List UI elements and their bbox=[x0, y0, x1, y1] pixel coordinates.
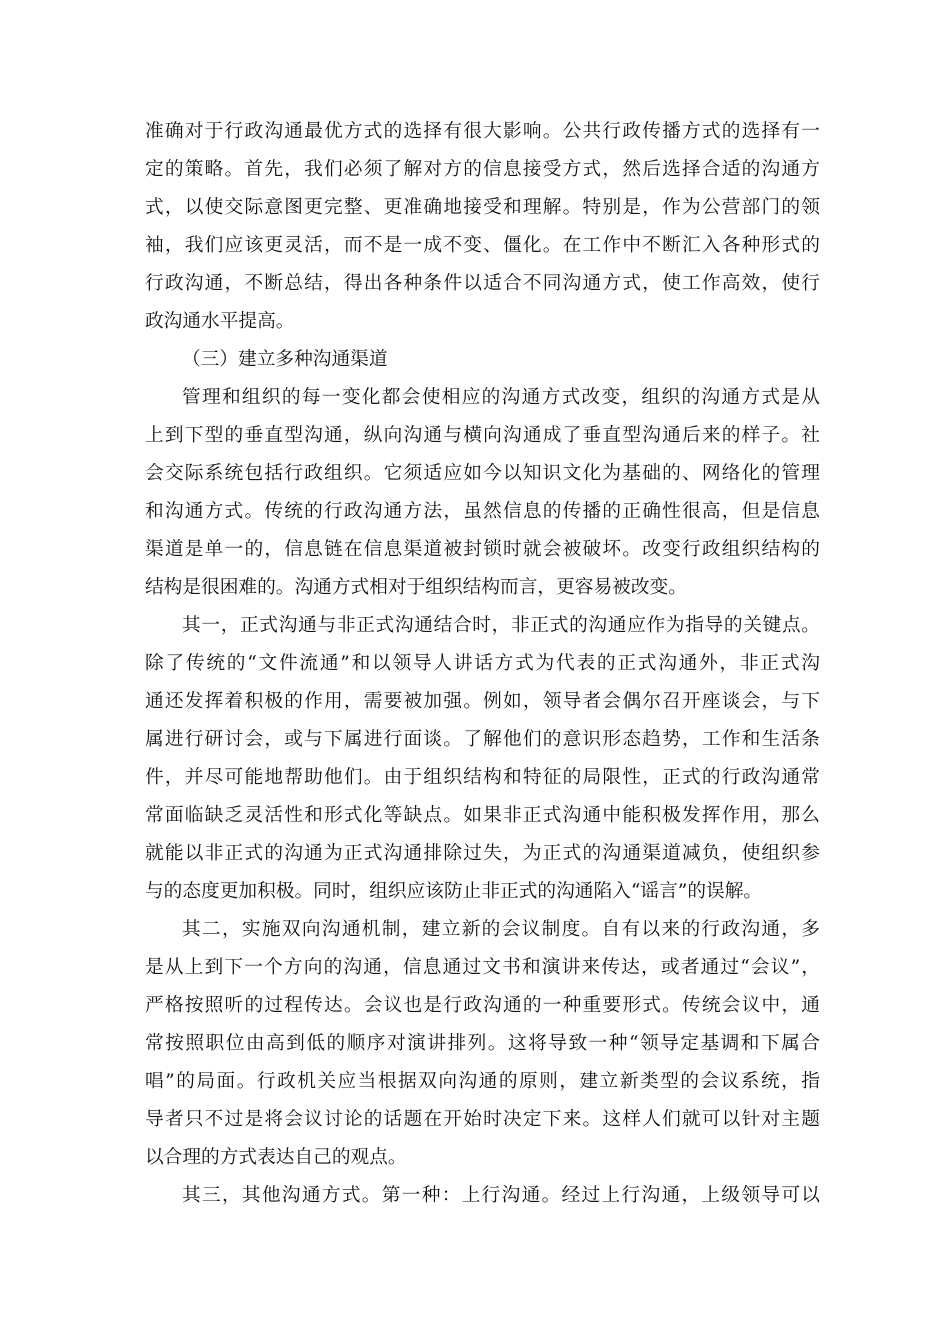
text-line: 准确对于行政沟通最优方式的选择有很大影响。公共行政传播方式的选择有一 bbox=[145, 121, 820, 142]
text-line: 除了传统的“文件流通”和以领导人讲话方式为代表的正式沟通外，非正式沟 bbox=[145, 653, 820, 674]
text-line: 和沟通方式。传统的行政沟通方法，虽然信息的传播的正确性很高，但是信息 bbox=[145, 501, 820, 522]
text-line: 就能以非正式的沟通为正式沟通排除过失，为正式的沟通渠道减负，使组织参 bbox=[145, 843, 820, 864]
text-line: 件，并尽可能地帮助他们。由于组织结构和特征的局限性，正式的行政沟通常 bbox=[145, 767, 820, 788]
text-line: 以合理的方式表达自己的观点。 bbox=[145, 1147, 407, 1168]
section-heading: （三）建立多种沟通渠道 bbox=[182, 349, 388, 370]
text-line: 渠道是单一的，信息链在信息渠道被封锁时就会被破坏。改变行政组织结构的 bbox=[145, 539, 820, 560]
text-line: 会交际系统包括行政组织。它须适应如今以知识文化为基础的、网络化的管理 bbox=[145, 463, 820, 484]
text-line: 与的态度更加积极。同时，组织应该防止非正式的沟通陷入“谣言”的误解。 bbox=[145, 881, 763, 902]
text-line: 上到下型的垂直型沟通，纵向沟通与横向沟通成了垂直型沟通后来的样子。社 bbox=[145, 425, 820, 446]
text-line: 唱”的局面。行政机关应当根据双向沟通的原则，建立新类型的会议系统，指 bbox=[145, 1071, 820, 1092]
text-line: 常按照职位由高到低的顺序对演讲排列。这将导致一种“领导定基调和下属合 bbox=[145, 1033, 820, 1054]
text-line: 严格按照听的过程传达。会议也是行政沟通的一种重要形式。传统会议中，通 bbox=[145, 995, 820, 1016]
text-line: 式，以使交际意图更完整、更准确地接受和理解。特别是，作为公营部门的领 bbox=[145, 197, 820, 218]
text-line: 定的策略。首先，我们必须了解对方的信息接受方式，然后选择合适的沟通方 bbox=[145, 159, 820, 180]
text-line: 政沟通水平提高。 bbox=[145, 311, 295, 332]
text-line: 是从上到下一个方向的沟通，信息通过文书和演讲来传达，或者通过“会议”， bbox=[145, 957, 820, 978]
paragraph-first-line: 其三，其他沟通方式。第一种：上行沟通。经过上行沟通，上级领导可以 bbox=[182, 1185, 820, 1206]
text-line: 导者只不过是将会议讨论的话题在开始时决定下来。这样人们就可以针对主题 bbox=[145, 1109, 820, 1130]
paragraph-first-line: 其一，正式沟通与非正式沟通结合时，非正式的沟通应作为指导的关键点。 bbox=[182, 615, 820, 636]
text-line: 常面临缺乏灵活性和形式化等缺点。如果非正式沟通中能积极发挥作用，那么 bbox=[145, 805, 820, 826]
paragraph-first-line: 管理和组织的每一变化都会使相应的沟通方式改变，组织的沟通方式是从 bbox=[182, 387, 820, 408]
text-line: 通还发挥着积极的作用，需要被加强。例如，领导者会偶尔召开座谈会，与下 bbox=[145, 691, 820, 712]
text-line: 结构是很困难的。沟通方式相对于组织结构而言，更容易被改变。 bbox=[145, 577, 687, 598]
text-line: 属进行研讨会，或与下属进行面谈。了解他们的意识形态趋势，工作和生活条 bbox=[145, 729, 820, 750]
text-line: 行政沟通，不断总结，得出各种条件以适合不同沟通方式，使工作高效，使行 bbox=[145, 273, 820, 294]
text-line: 袖，我们应该更灵活，而不是一成不变、僵化。在工作中不断汇入各种形式的 bbox=[145, 235, 820, 256]
paragraph-first-line: 其二，实施双向沟通机制，建立新的会议制度。自有以来的行政沟通，多 bbox=[182, 919, 820, 940]
